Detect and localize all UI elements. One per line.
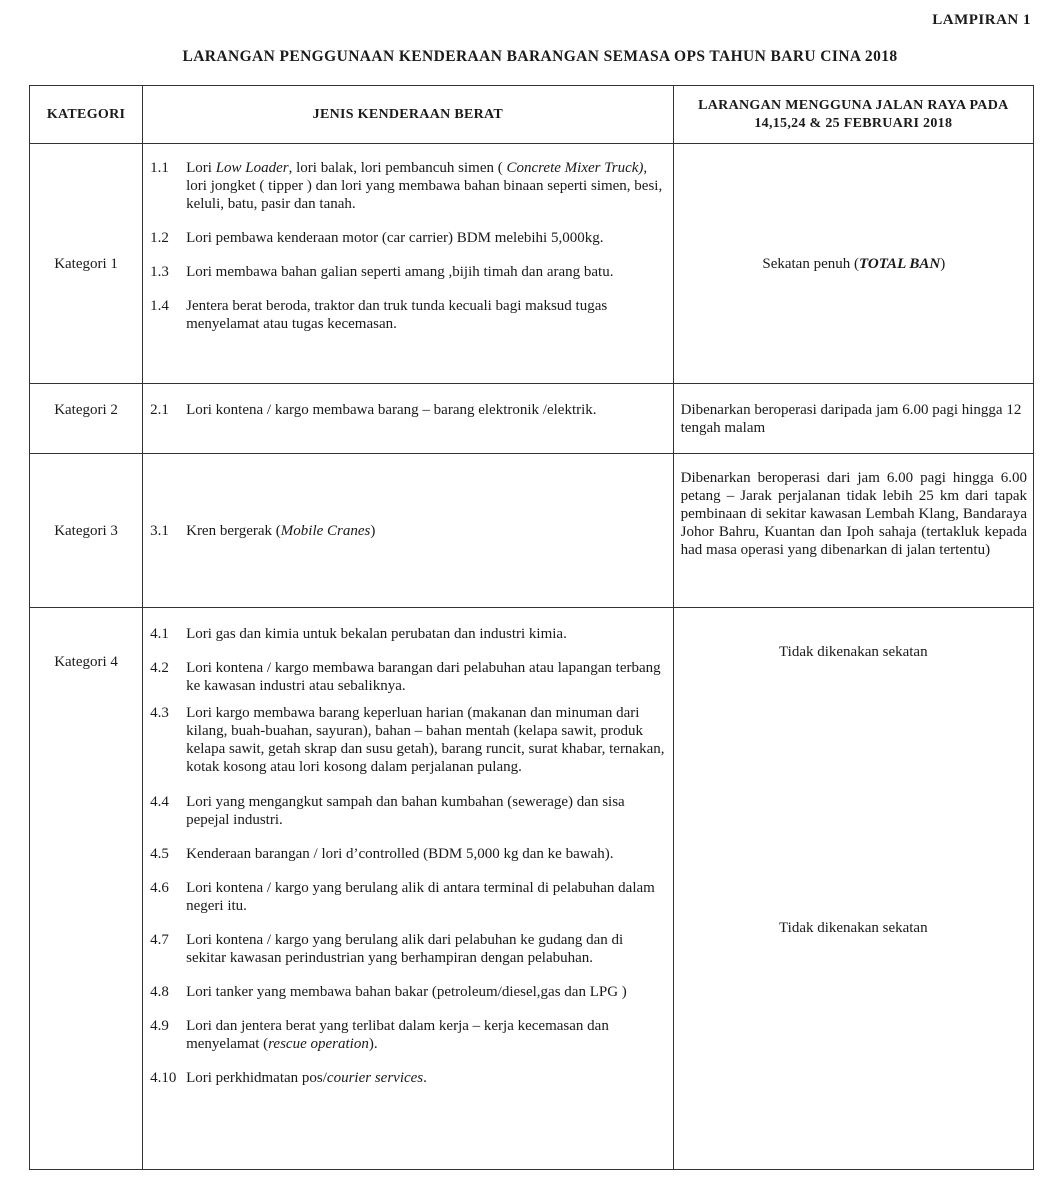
header-larangan-line2: 14,15,24 & 25 FEBRUARI 2018 (754, 115, 953, 131)
attachment-label: LAMPIRAN 1 (932, 12, 1031, 28)
item-text: Lori tanker yang membawa bahan bakar (petroleum/diesel,gas dan LPG ) (186, 984, 627, 1000)
list-item (150, 159, 667, 213)
item-number: 4.8 (150, 984, 169, 1000)
list-item (150, 401, 667, 419)
restriction-text: Tidak dikenakan sekatan (779, 920, 928, 936)
item-text: Lori kargo membawa barang keperluan harian (makanan dan minuman dari kilang, buah-buahan, sayuran), bahan – bahan mentah (kelapa sawit, produk kelapa sawit, getah skrap dan susu getah), barang runcit, surat khabar, ternakan, kotak kosong atau lori kosong dalam perjalanan pulang. (186, 705, 665, 775)
item-number: 4.2 (150, 660, 169, 676)
item-number: 4.3 (150, 705, 169, 721)
table-row (30, 384, 1034, 454)
item-text: Lori dan jentera berat yang terlibat dalam kerja – kerja kecemasan dan menyelamat (rescue operation). (186, 1018, 609, 1052)
item-text: Lori gas dan kimia untuk bekalan perubatan dan industri kimia. (186, 626, 567, 642)
item-text: Lori kontena / kargo yang berulang alik di antara terminal di pelabuhan dalam negeri itu. (186, 880, 655, 914)
list-item (150, 931, 667, 967)
restriction-text: Dibenarkan beroperasi dari jam 6.00 pagi hingga 6.00 petang – Jarak perjalanan tidak lebih 25 km dari tapak pembinaan di sekitar kawasan Lembah Klang, Bandaraya Johor Bahru, Kuantan dan Ipoh sahaja (tertakluk kepada had masa operasi yang dibenarkan di jalan tertentu) (680, 470, 1027, 558)
item-text: Lori kontena / kargo yang berulang alik dari pelabuhan ke gudang dan di sekitar kawasan perindustrian yang berhampiran dengan pelabuhan. (186, 932, 624, 966)
item-text: Lori yang mengangkut sampah dan bahan kumbahan (sewerage) dan sisa pepejal industri. (186, 794, 625, 828)
header-jenis: JENIS KENDERAAN BERAT (143, 86, 674, 144)
category-label: Kategori 2 (54, 402, 118, 418)
list-item (150, 297, 667, 333)
category-label: Kategori 4 (54, 654, 118, 670)
vehicle-cell (143, 384, 674, 454)
list-item (150, 229, 667, 247)
item-text: Lori perkhidmatan pos/courier services. (186, 1070, 427, 1086)
item-number: 1.3 (150, 264, 169, 280)
table-row (30, 144, 1034, 384)
list-item (150, 1069, 667, 1087)
header-larangan-line1: LARANGAN MENGGUNA JALAN RAYA PADA (698, 97, 1009, 113)
item-number: 4.4 (150, 794, 169, 810)
item-number: 4.9 (150, 1018, 169, 1034)
restriction-text: Tidak dikenakan sekatan (779, 644, 928, 660)
item-number: 4.10 (150, 1070, 177, 1086)
list-item (150, 845, 667, 863)
vehicle-cell (143, 144, 674, 384)
list-item (150, 1017, 667, 1053)
vehicle-cell (143, 454, 674, 608)
category-label: Kategori 3 (54, 522, 118, 539)
table-row (30, 454, 1034, 608)
list-item (150, 659, 667, 695)
restriction-cell (673, 454, 1033, 608)
item-text: Lori membawa bahan galian seperti amang ,bijih timah dan arang batu. (186, 264, 614, 280)
table-row (30, 608, 1034, 1170)
item-number: 4.6 (150, 880, 169, 896)
vehicle-cell (143, 608, 674, 1170)
restriction-text: Sekatan penuh (TOTAL BAN) (762, 255, 946, 272)
item-number: 1.2 (150, 230, 169, 246)
item-number: 4.5 (150, 846, 169, 862)
category-label: Kategori 1 (54, 255, 118, 272)
list-item (150, 625, 667, 643)
item-text: Lori pembawa kenderaan motor (car carrier) BDM melebihi 5,000kg. (186, 230, 604, 246)
category-cell (30, 384, 143, 454)
header-larangan (673, 86, 1033, 144)
list-item (150, 704, 667, 776)
item-number: 1.4 (150, 298, 169, 314)
item-text: Lori Low Loader, lori balak, lori pembancuh simen ( Concrete Mixer Truck), lori jongket ( tipper ) dan lori yang membawa bahan binaan seperti simen, besi, keluli, batu, pasir dan tanah. (186, 160, 663, 212)
item-number: 1.1 (150, 160, 169, 176)
item-number: 2.1 (150, 402, 169, 418)
item-text: Lori kontena / kargo membawa barang – barang elektronik /elektrik. (186, 402, 597, 418)
category-cell (30, 608, 143, 1170)
list-item (150, 522, 667, 540)
list-item (150, 263, 667, 281)
list-item (150, 983, 667, 1001)
category-cell (30, 144, 143, 384)
item-text: Kren bergerak (Mobile Cranes) (186, 522, 376, 539)
category-cell (30, 454, 143, 608)
item-number: 4.7 (150, 932, 169, 948)
restriction-text: Dibenarkan beroperasi daripada jam 6.00 pagi hingga 12 tengah malam (680, 402, 1022, 436)
item-text: Kenderaan barangan / lori d’controlled (BDM 5,000 kg dan ke bawah). (186, 846, 614, 862)
item-text: Lori kontena / kargo membawa barangan dari pelabuhan atau lapangan terbang ke kawasan industri atau sebaliknya. (186, 660, 661, 694)
list-item (150, 879, 667, 915)
restriction-cell (673, 384, 1033, 454)
restriction-cell (673, 144, 1033, 384)
header-row (30, 86, 1034, 144)
restriction-table (29, 85, 1034, 1170)
restriction-cell (673, 608, 1033, 1170)
item-number: 3.1 (150, 522, 169, 539)
item-text: Jentera berat beroda, traktor dan truk tunda kecuali bagi maksud tugas menyelamat atau tugas kecemasan. (186, 298, 608, 332)
header-kategori: KATEGORI (30, 86, 143, 144)
list-item (150, 793, 667, 829)
item-number: 4.1 (150, 626, 169, 642)
document-title: LARANGAN PENGGUNAAN KENDERAAN BARANGAN SEMASA OPS TAHUN BARU CINA 2018 (182, 48, 898, 65)
